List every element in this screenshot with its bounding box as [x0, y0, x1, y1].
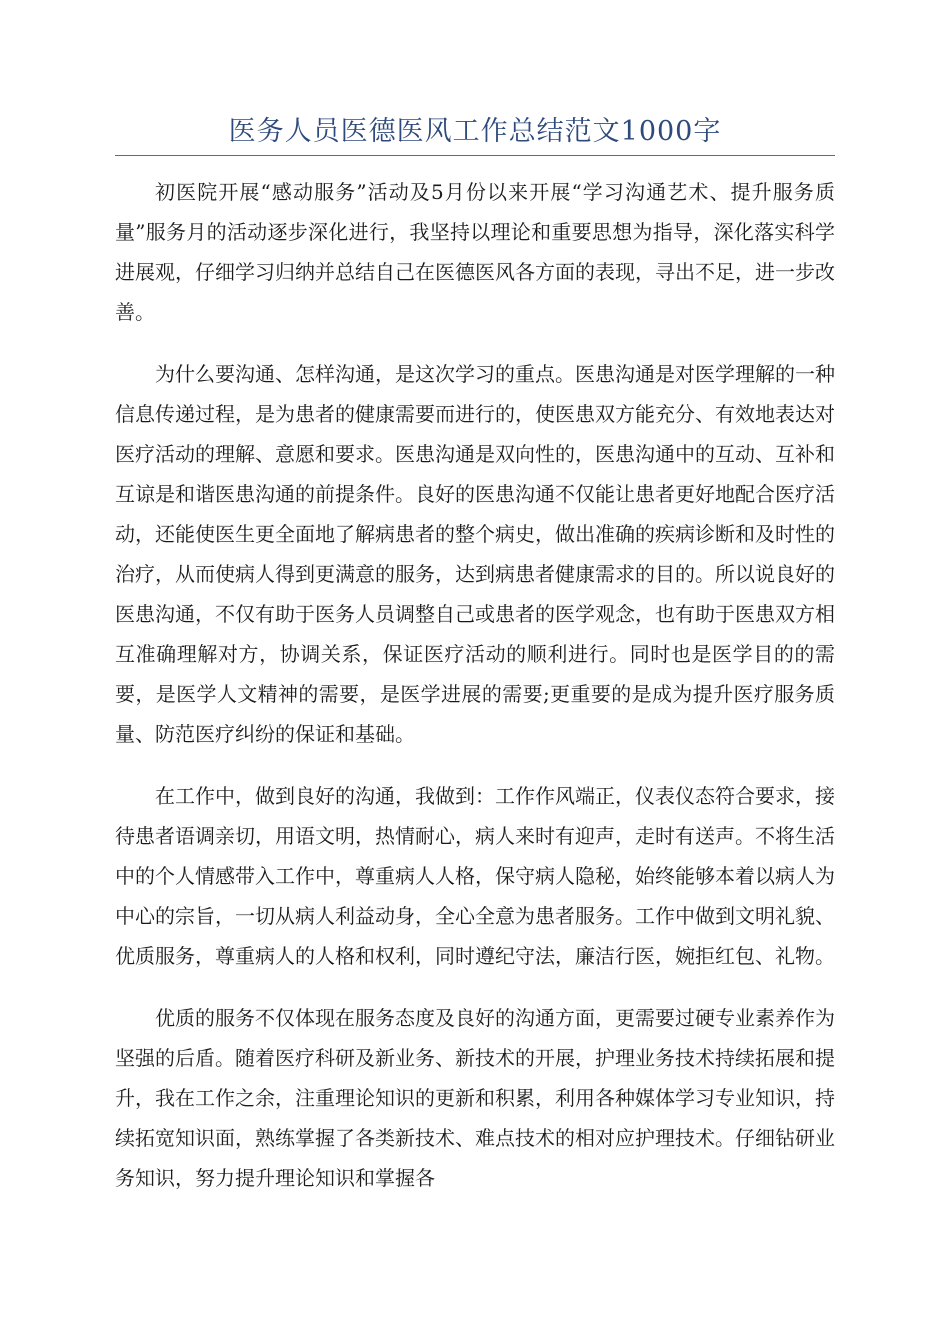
document-title: 医务人员医德医风工作总结范文1000字	[228, 116, 722, 147]
paragraph-3: 在工作中，做到良好的沟通，我做到：工作作风端正，仪表仪态符合要求，接待患者语调亲切，用语文明，热情耐心，病人来时有迎声，走时有送声。不将生活中的个人情感带入工作中，尊重病人人格，保守病人隐秘，始终能够本着以病人为中心的宗旨，一切从病人利益动身，全心全意为患者服务。工作中做到文明礼貌、优质服务，尊重病人的人格和权利，同时遵纪守法，廉洁行医，婉拒红包、礼物。	[115, 784, 835, 968]
paragraph-2: 为什么要沟通、怎样沟通，是这次学习的重点。医患沟通是对医学理解的一种信息传递过程，是为患者的健康需要而进行的，使医患双方能充分、有效地表达对医疗活动的理解、意愿和要求。医患沟通是双向性的，医患沟通中的互动、互补和互谅是和谐医患沟通的前提条件。良好的医患沟通不仅能让患者更好地配合医疗活动，还能使医生更全面地了解病患者的整个病史，做出准确的疾病诊断和及时性的治疗，从而使病人得到更满意的服务，达到病患者健康需求的目的。所以说良好的医患沟通，不仅有助于医务人员调整自己或患者的医学观念，也有助于医患双方相互准确理解对方，协调关系，保证医疗活动的顺利进行。同时也是医学目的的需要，是医学人文精神的需要，是医学进展的需要;更重要的是成为提升医疗服务质量、防范医疗纠纷的保证和基础。	[115, 362, 835, 746]
paragraph-1: 初医院开展“感动服务”活动及5月份以来开展“学习沟通艺术、提升服务质量”服务月的活动逐步深化进行，我坚持以理论和重要思想为指导，深化落实科学进展观，仔细学习归纳并总结自己在医德医风各方面的表现，寻出不足，进一步改善。	[115, 180, 835, 324]
title-underline	[115, 155, 835, 156]
document-body	[115, 172, 835, 1220]
paragraph-4: 优质的服务不仅体现在服务态度及良好的沟通方面，更需要过硬专业素养作为坚强的后盾。随着医疗科研及新业务、新技术的开展，护理业务技术持续拓展和提升，我在工作之余，注重理论知识的更新和积累，利用各种媒体学习专业知识，持续拓宽知识面，熟练掌握了各类新技术、难点技术的相对应护理技术。仔细钻研业务知识，努力提升理论知识和掌握各	[115, 1006, 835, 1190]
